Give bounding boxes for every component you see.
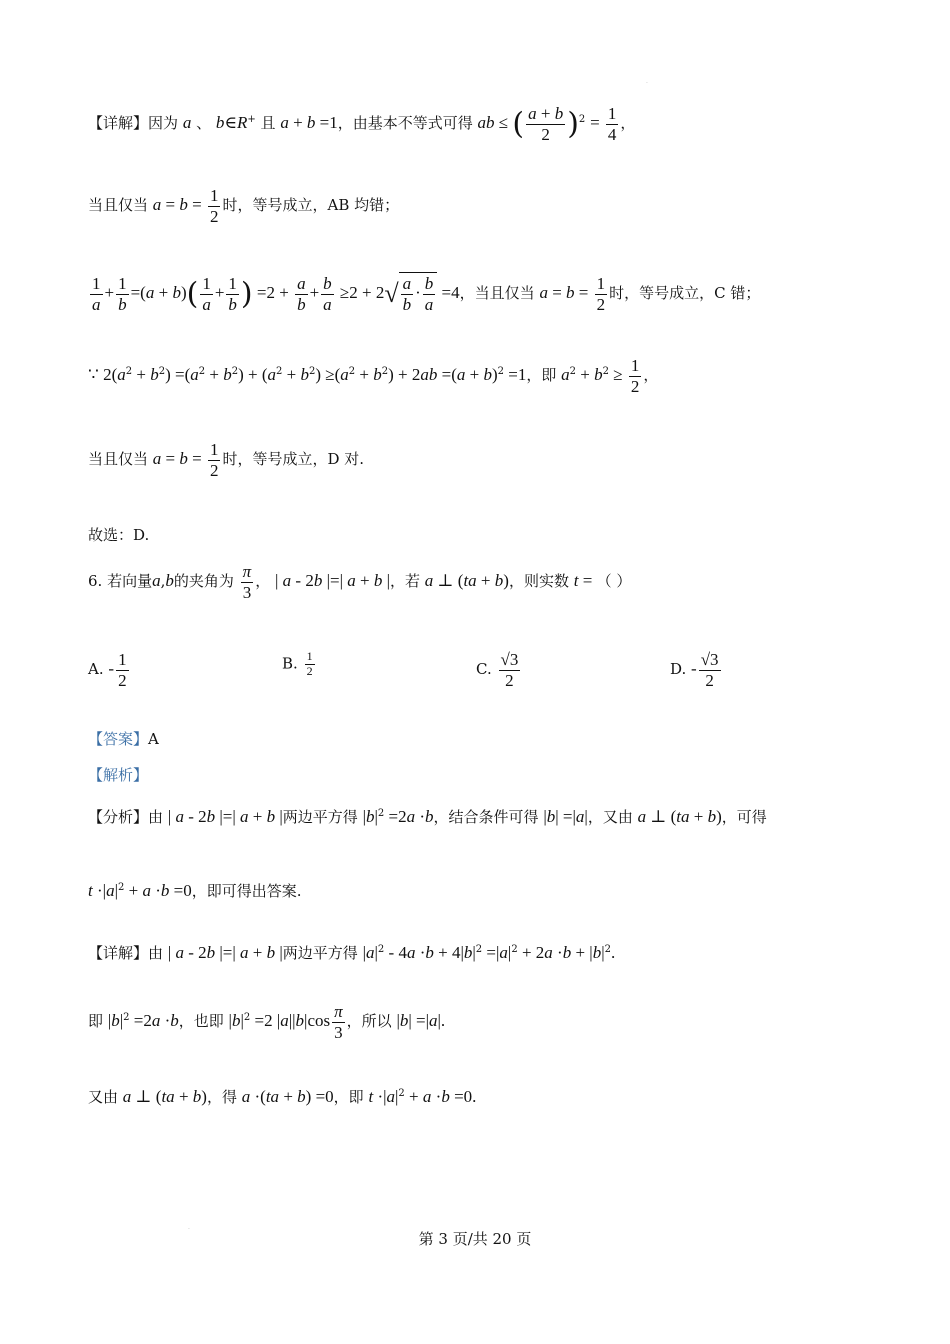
analysis-line — [88, 764, 148, 785]
option-b: B. $\frac{1}{2}$ — [282, 649, 313, 678]
detail-line-4: ∵ $2(a^2 + b^2) =(a^2 + b^2) + (a^2 + b^2) \ge(a^2 + b^2) + 2ab =(a + b)^2 =1$，即 $a^2 + b^2$ ≥ $\frac{1}{2}$ ， — [88, 356, 659, 396]
detail-line-2: 当且仅当 a = b = $\frac{1}{2}$ 时，等号成立，AB 均错； — [88, 186, 400, 226]
fenxi-line-1: 【分析】由 | a - 2b |=| a + b |两边平方得 $|b|^2 =2a \cdot b$，结合条件可得 |b| =|a|，又由 a ⊥ (ta + b)，可得 — [88, 807, 767, 826]
answer-label: 【答案】 — [88, 730, 149, 748]
option-c: C. $\frac{√3}{2}$ — [476, 650, 519, 690]
answer-line — [88, 728, 159, 749]
ji-line: 即 $|b|^2 =2a \cdot b$，也即 $|b|^2 =2$ |a||b|cos $\frac{\pi}{3}$ ，所以 |b| =|a|. — [88, 1002, 446, 1042]
choose-line: 故选：D. — [88, 526, 150, 544]
analysis-label: 【解析】 — [88, 766, 149, 784]
youyou-line: 又由 a ⊥ (ta + b)，得 a ·(ta + b) =0，即 $t \cdot|a|^2 + a \cdot b =0$. — [88, 1087, 477, 1106]
answer-value: A — [148, 730, 159, 748]
page-footer: 第 3 页/共 20 页 — [418, 1230, 532, 1248]
detail-label: 【详解】 — [88, 114, 149, 133]
fenxi-line-2: $t \cdot|a|^2 + a \cdot b =0$，即可得出答案. — [88, 881, 302, 900]
detail-line-5: 当且仅当 a = b = $\frac{1}{2}$ 时，等号成立，D 对. — [88, 440, 365, 480]
speck: . — [646, 78, 648, 85]
detail2-line-1: 【详解】由 | a - 2b |=| a + b |两边平方得 $|a|^2 - 4a \cdot b + 4|b|^2 =|a|^2 + 2a \cdot b + |b|^2$. — [88, 943, 616, 962]
option-d: D. - $\frac{√3}{2}$ — [670, 650, 719, 690]
detail-line-1: 【详解】因为 a 、 b∈R+ 且 a + b =1，由基本不等式可得 ab ≤ ( $\frac{a + b}{2}$ )$^2$ = $\frac{1}{4}$ ， — [88, 104, 636, 144]
option-a: A. - $\frac{1}{2}$ — [88, 650, 127, 690]
question-6: 6. 若向量a,b的夹角为 $\frac{\pi}{3}$ ， | a - 2b |=| a + b |，若 a ⊥ (ta + b)，则实数 t = （ ） — [88, 562, 632, 602]
speck: . — [188, 1224, 190, 1231]
detail-line-3: $\frac{1}{a}$ + $\frac{1}{b}$ =(a + b)( $\frac{1}{a}$ + $\frac{1}{b}$ ) =2 + $\frac{a}{b}$ + $\frac{b}{a}$ ≥2 + 2√ $\frac{a}{b}$ · $\frac{b}{a}$ =4，当且仅当 a = b = $\frac{1}{2}$ 时，等号成立，C 错； — [92, 274, 761, 314]
